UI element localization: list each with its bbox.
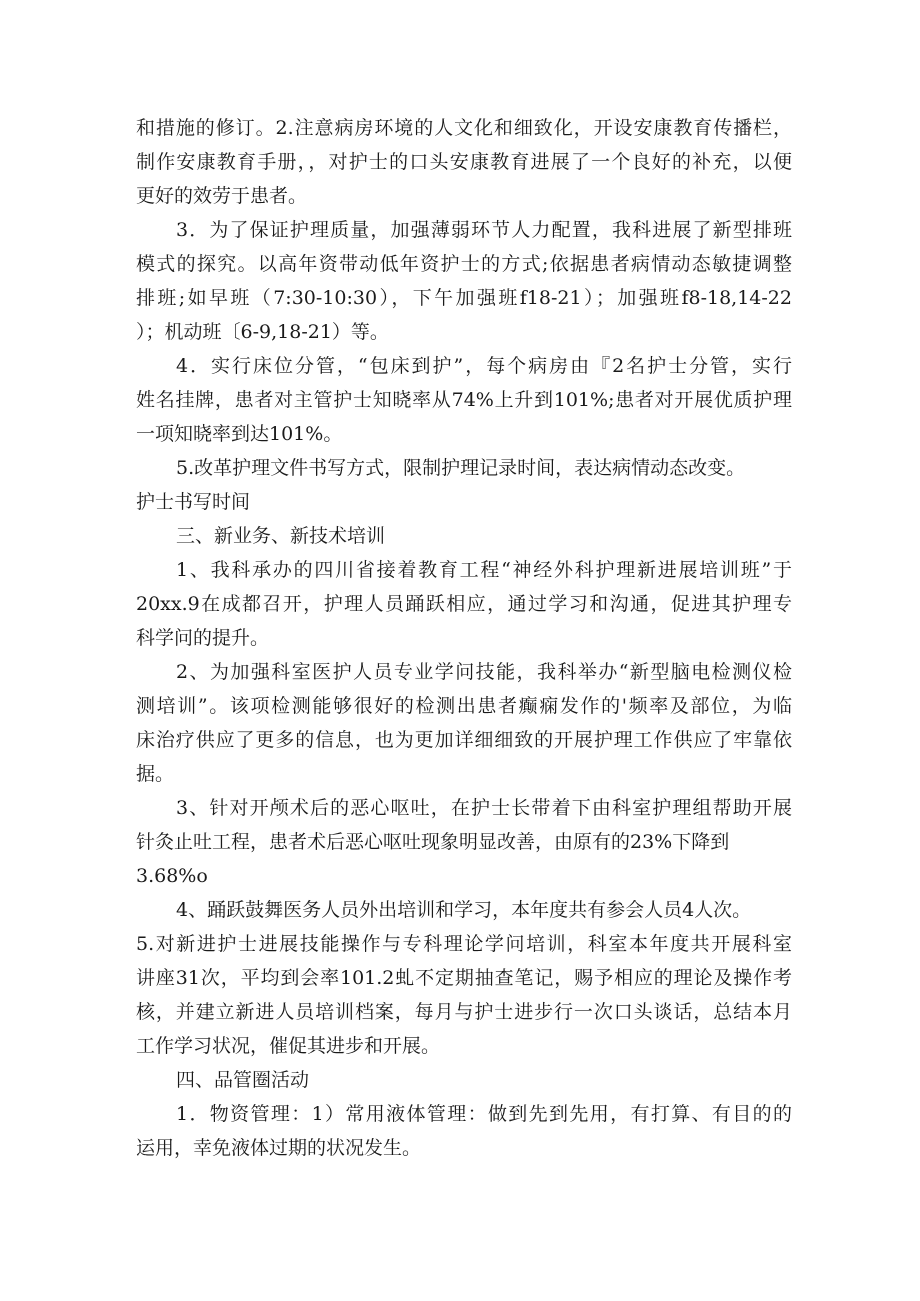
text-line: 和措施的修订。2.注意病房环境的人文化和细致化，开设安康教育传播栏，	[136, 117, 792, 139]
text-line: 更好的效劳于患者。	[136, 185, 308, 207]
text-line: 姓名挂牌，患者对主管护士知晓率从74%上升到101%;患者对开展优质护理	[136, 389, 792, 411]
text-line: 2、为加强科室医护人员专业学问技能，我科举办“新型脑电检测仪检	[176, 661, 792, 683]
text-line: 护士书写时间	[136, 491, 251, 513]
text-line: ）；机动班〔6-9,18-21）等。	[136, 321, 389, 343]
text-line: 测培训”。该项检测能够很好的检测出患者癫痫发作的'频率及部位，为临	[136, 695, 792, 717]
text-line: 4、踊跃鼓舞医务人员外出培训和学习，本年度共有参会人员4人次。	[176, 899, 752, 921]
text-line: 20xx.9在成都召开，护理人员踊跃相应，通过学习和沟通，促进其护理专	[136, 593, 792, 615]
text-line: 3．为了保证护理质量，加强薄弱环节人力配置，我科进展了新型排班	[176, 219, 792, 241]
document-body	[136, 111, 792, 1165]
text-line: 5.对新进护士进展技能操作与专科理论学问培训，科室本年度共开展科室	[136, 933, 792, 955]
text-line: 3.68%o	[136, 865, 208, 887]
text-line: 排班;如早班（7:30-10:30），下午加强班f18-21）；加强班f8-18,14-22	[136, 287, 792, 309]
text-line: 运用，幸免液体过期的状况发生。	[136, 1137, 422, 1159]
text-line: 工作学习状况，催促其进步和开展。	[136, 1035, 441, 1057]
text-line: 床治疗供应了更多的信息，也为更加详细细致的开展护理工作供应了牢靠依	[136, 729, 792, 751]
section-heading: 四、品管圈活动	[176, 1069, 310, 1091]
text-line: 模式的探究。以高年资带动低年资护士的方式;依据患者病情动态敏捷调整	[136, 253, 792, 275]
text-line: 5.改革护理文件书写方式，限制护理记录时间，表达病情动态改变。	[176, 457, 746, 479]
text-line: 4．实行床位分管，“包床到护”，每个病房由『2名护士分管，实行	[176, 355, 792, 377]
text-line: 1、我科承办的四川省接着教育工程“神经外科护理新进展培训班”于	[176, 559, 792, 581]
section-heading: 三、新业务、新技术培训	[176, 525, 386, 547]
text-line: 制作安康教育手册，，对护士的口头安康教育进展了一个良好的补充，以便	[136, 151, 792, 173]
text-line: 核，并建立新进人员培训档案，每月与护士进步行一次口头谈话，总结本月	[136, 1001, 792, 1023]
text-line: 讲座31次，平均到会率101.2虬不定期抽查笔记，赐予相应的理论及操作考	[136, 967, 792, 989]
text-line: 1．物资管理：1）常用液体管理：做到先到先用，有打算、有目的的	[176, 1103, 792, 1125]
text-line: 一项知晓率到达101%。	[136, 423, 343, 445]
text-line: 针灸止吐工程，患者术后恶心呕吐现象明显改善，由原有的23%下降到	[136, 831, 730, 853]
text-line: 据。	[136, 763, 175, 785]
text-line: 科学问的提升。	[136, 627, 270, 649]
text-line: 3、针对开颅术后的恶心呕吐，在护士长带着下由科室护理组帮助开展	[176, 797, 792, 819]
